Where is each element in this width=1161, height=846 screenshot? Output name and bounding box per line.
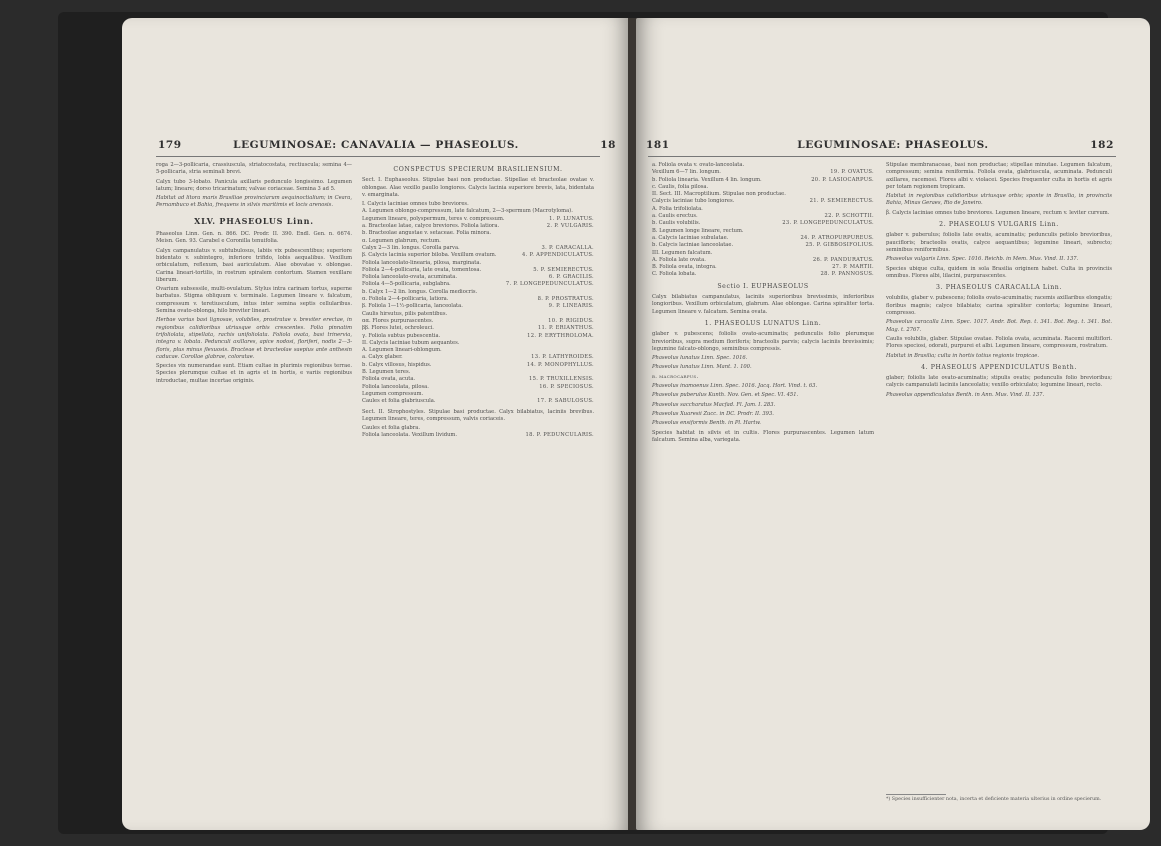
key-text: α. Foliola 2—4-pollicaria, latiora. — [362, 296, 449, 303]
species-reference: Phaseolus lunatus Linn. Mant. 1. 100. — [652, 364, 752, 371]
book-spread — [58, 12, 1114, 834]
header-rule — [156, 156, 600, 157]
species-description: glaber; foliolis late ovato-acuminatis; stipulis ovatis; pedunculis folio brevioribus; calycis campanulati laciniis lanceolatis; vexillo orbiculato; legumine lineari, recto. — [886, 375, 1112, 389]
page-number: 179 — [158, 139, 182, 151]
key-line — [362, 311, 594, 318]
key-text: Foliola 4—5-pollicaria, subglabra. — [362, 281, 451, 288]
key-species: 21. P. SEMIERECTUS. — [809, 198, 874, 205]
key-text: II. Calycis laciniae tubum aequantes. — [362, 339, 460, 346]
key-text: a. Caulis erectus. — [652, 213, 698, 220]
key-text: C. Foliola lobata. — [652, 271, 697, 278]
key-line — [362, 208, 594, 215]
key-species — [870, 206, 874, 213]
herbae-description: Herbae varius basi lignosae, volubiles, prostratae v. breviter erectae, in regionibus calidioribus utriusque orbis crescentes. Folia pinnatim trifoliolata, stipellata, rachis unifoliolata. Foliola ovata, basi trinervia, integra v. lobata. Pedunculi axillares, apice nodosi, floriferi, nodis 2—3-floris, plus minus flexuosis. Bracteae et bracteolae saepius ante anthesin caducae. Corollae glabrae, coloratae. — [156, 317, 352, 360]
section-description: Sect. I. Euphaseolus. Stipulae basi non productae. Stipellae et bracteolae ovatae v. oblongae. Alae vexillo paullo longiores. Calycis lacinia superiore brevis, lata, bidentata v. emarginata. — [362, 177, 594, 198]
species-reference: Phaseolus puberulus Kunth. Nov. Gen. et Spec. VI. 451. — [652, 392, 799, 399]
species-title: 1. PHASEOLUS LUNATUS Linn. — [704, 319, 822, 327]
key-line — [362, 296, 594, 303]
key-species: 23. P. LONGEPEDUNCULATUS. — [782, 220, 874, 227]
key-species: 8. P. PROSTRATUS. — [537, 296, 594, 303]
key-line — [362, 223, 594, 230]
key-species: 13. P. LATHYROIDES. — [531, 354, 594, 361]
key-line — [362, 354, 594, 361]
running-title: LEGUMINOSAE: PHASEOLUS. — [797, 139, 989, 151]
key-text: Caules et folia glabriuscula. — [362, 398, 436, 405]
key-text: A. Folia trifoliolata. — [652, 205, 703, 212]
key-line — [652, 162, 874, 169]
habitat-note: Habitat ad litora maris Brasiliae provinciarum aequinoctialium; in Ceara, Pernambuco et Bahia, frequens in silvis maritimis et locis arenosis. — [156, 195, 352, 209]
key-line — [362, 267, 594, 274]
key-line — [362, 384, 594, 391]
key-species: 24. P. ATROPURPUREUS. — [800, 234, 874, 241]
key-species: 17. P. SABULOSUS. — [537, 398, 594, 405]
conspectus-title: CONSPECTUS SPECIERUM BRASILIENSIUM. — [393, 166, 563, 173]
key-text: a. Calyx glaber. — [362, 354, 403, 361]
key-species — [590, 230, 594, 237]
left-page-header — [122, 139, 630, 155]
key-text: Calycis laciniae tubo longiores. — [652, 198, 735, 205]
key-text: ββ. Flores lutei, ochroleuci. — [362, 325, 434, 332]
key-species — [870, 250, 874, 257]
key-species: 3. P. CARACALLA. — [541, 244, 594, 251]
genus-description: Ovarium subsessile, multi-ovulatum. Stylus intra carinam tortus, superne barbatus. Stigma obliquum v. terminale. Legumen lineare v. falcatum, compressum v. teretiusculum, intus inter semina septis cellularibus. Semina ovato-oblonga, hilo breviter lineari. — [156, 286, 352, 315]
key-text: b. Foliola linearia. Vexillum 4 lin. longum. — [652, 176, 762, 183]
key-species — [870, 162, 874, 169]
species-reference: Phaseolus vulgaris Linn. Spec. 1016. Reichb. in Mem. Mus. Vind. II. 137. — [886, 256, 1079, 263]
key-species: 10. P. RIGIDUS. — [548, 317, 594, 324]
species-reference: Phaseolus lunatus Linn. Spec. 1016. — [652, 355, 748, 362]
key-line — [362, 425, 594, 432]
key-text: Vexillum 6—7 lin. longum. — [652, 169, 721, 176]
page-number: 182 — [1090, 139, 1114, 151]
habitat-note: Habitat in regionibus calidioribus utriusque orbis; sponte in Brasilia, in provinciis Bahia, Minas Geraes, Rio de Janeiro. — [886, 193, 1112, 207]
key-line — [652, 177, 874, 184]
key-line — [362, 303, 594, 310]
species-variety: β. macrocarpus. — [652, 373, 699, 380]
species-description: glaber v. pubescens; foliolis ovato-acuminatis; pedunculis folio plerumque brevioribus, supra medium floriferis; bracteolis parvis; calycis laciniis brevissimis; legumine falcato-oblongo, seminibus compressis. — [652, 331, 874, 352]
key-species: 26. P. PANDURATUS. — [812, 256, 874, 263]
right-page — [636, 18, 1150, 830]
key-line — [362, 325, 594, 332]
key-species: 15. P. TRUXILLENSIS. — [529, 376, 594, 383]
right-page-header — [636, 139, 1150, 155]
species-description: volubilis, glaber v. pubescens; foliolis ovato-acuminatis; racemis axillaribus elongatis; floribus magnis; calyce bilabiato; carina spiraliter contorta; legumine lineari, compresso. — [886, 295, 1112, 317]
paragraph: Calyx tubo 3-lobato. Panicula axillaris pedunculo longissimo. Legumen latum; lineare; dorso tricarinatum; valvae coriaceae. Semina 3 ad 5. — [156, 178, 352, 192]
key-species: 20. P. LASIOCARPUS. — [811, 176, 874, 183]
key-species — [590, 311, 594, 318]
key-species: 11. P. ERIANTHUS. — [537, 325, 594, 332]
key-line — [362, 289, 594, 296]
key-text: Legumen compressum. — [362, 390, 424, 397]
key-line — [652, 250, 874, 257]
key-species: 12. P. ERYTHROLOMA. — [527, 332, 594, 339]
paragraph: roga 2—3-pollicaria, crassiuscula, striatocostata, rectiuscula; semina 4—5-pollicaria, stria seminali brevi. — [156, 162, 352, 176]
key-text: A. Legumen lineari-oblongum. — [362, 347, 442, 354]
footnote-rule — [886, 794, 946, 795]
key-species: 9. P. LINEARIS. — [548, 303, 594, 310]
key-text: b. Calyx villosus, hispidus. — [362, 361, 432, 368]
key-species: 5. P. SEMIERECTUS. — [533, 266, 594, 273]
key-species: 28. P. PANNOSUS. — [820, 271, 874, 278]
species-reference: Phaseolus Xuaresii Zucc. in DC. Prodr. II. 393. — [652, 410, 774, 417]
key-species — [590, 340, 594, 347]
key-text: c. Caulis, folia pilosa. — [652, 183, 709, 190]
key-line — [652, 235, 874, 242]
habitat-note: Habitat in Brasilia; culta in hortis totius regionis tropicae. — [886, 352, 1040, 359]
key-line — [652, 184, 874, 191]
paragraph: Stipulae membranaceae, basi non productae; stipellae minutae. Legumen falcatum, compressum; semina reniformia. Foliola ovata, glabriuscula, acuminata. Pedunculi axillares, racemosi. Flores albi v. violacei. Species frequenter culta in hortis et agris per totam regionem tropicam. — [886, 162, 1112, 190]
key-species: 1. P. LUNATUS. — [549, 215, 594, 222]
key-species — [590, 347, 594, 354]
key-species — [590, 260, 594, 267]
key-line — [362, 201, 594, 208]
key-line — [652, 271, 874, 278]
key-species: 2. P. VULGARIS. — [546, 223, 594, 230]
key-text: αα. Flores purpurascentes. — [362, 317, 434, 324]
key-line — [652, 264, 874, 271]
key-text: b. Calyx 1—2 lin. longus. Corolla mediocris. — [362, 288, 478, 295]
species-key — [362, 201, 594, 405]
key-text: b. Calycis laciniae lanceolatae. — [652, 242, 734, 249]
key-species — [870, 191, 874, 198]
key-species: 25. P. GIBBOSIFOLIUS. — [805, 242, 874, 249]
species-reference: Phaseolus inamoenus Linn. Spec. 1016. Jacq. Hort. Vind. t. 63. — [652, 383, 818, 390]
corner-number: 181 — [646, 139, 670, 151]
key-note: β. Calycis laciniae omnes tubo breviores. Legumen lineare, rectum v. leviter curvum. — [886, 209, 1110, 216]
key-species — [590, 425, 594, 432]
key-species — [590, 289, 594, 296]
key-species — [590, 201, 594, 208]
section-title: Sectio I. EUPHASEOLUS — [717, 282, 809, 290]
key-text: Foliola lanceolata. Vexillum lividum. — [362, 432, 457, 439]
key-line — [362, 376, 594, 383]
key-line — [362, 347, 594, 354]
key-text: B. Foliola ovata, integra. — [652, 264, 717, 271]
key-species: 22. P. SCHOTTII. — [824, 213, 874, 220]
key-line — [362, 252, 594, 259]
key-text: α. Legumen glabrum, rectum. — [362, 237, 441, 244]
key-text: Foliola ovata, acuta. — [362, 376, 416, 383]
key-text: Caules et folia glabra. — [362, 425, 420, 432]
key-species: 16. P. SPECIOSUS. — [539, 383, 594, 390]
right-column-d — [886, 162, 1112, 401]
key-species: 14. P. MONOPHYLLUS. — [526, 361, 594, 368]
key-species: 27. P. MARTII. — [832, 264, 874, 271]
key-line — [362, 274, 594, 281]
key-text: b. Caulis volubilis. — [652, 220, 701, 227]
key-text: γ. Foliola subtus pubescentia. — [362, 332, 441, 339]
key-text: Foliola lanceolato-ovata, acuminata. — [362, 274, 457, 281]
key-species — [590, 238, 594, 245]
key-line — [652, 198, 874, 205]
species-note: Caulis volubilis, glaber. Stipulae ovatae. Foliola ovata, acuminata. Racemi multiflori. Flores speciosi, odorati, purpurei et albi. Legumen lineare, compressum, rostratum. — [886, 335, 1112, 350]
key-line — [652, 213, 874, 220]
key-line — [652, 228, 874, 235]
key-text: II. Sect. III. Macroptilium. Stipulae non productae. — [652, 191, 786, 198]
key-text: Foliola lanceolato-linearia, pilosa, marginata. — [362, 259, 482, 266]
genus-reference: Phaseolus Linn. Gen. n. 866. DC. Prodr. II. 390. Endl. Gen. n. 6674. Meisn. Gen. 93. Carabel e Coronilla tenuifolia. — [156, 231, 352, 245]
species-description: glaber v. puberulus; foliolis late ovatis, acuminatis; pedunculis petiolo brevioribus, paucifloris; bracteolis ovatis, calyce aequantibus; legumine lineari, subrecto; seminibus reniformibus. — [886, 232, 1112, 253]
key-text: Caulis hirsutus, pilis patentibus. — [362, 310, 448, 317]
key-line — [652, 220, 874, 227]
species-title: 4. PHASEOLUS APPENDICULATUS Benth. — [921, 363, 1077, 371]
key-line — [652, 257, 874, 264]
key-line — [362, 230, 594, 237]
left-column-b — [362, 162, 594, 440]
species-key-end — [362, 425, 594, 440]
species-reference: Phaseolus appendiculatus Benth. in Ann. Mus. Vind. II. 137. — [886, 391, 1045, 398]
key-species — [590, 369, 594, 376]
key-line — [362, 340, 594, 347]
left-page — [122, 18, 630, 830]
right-column-c — [652, 162, 874, 446]
key-line — [362, 369, 594, 376]
key-line — [362, 245, 594, 252]
key-text: A. Legumen oblongo-compressum, late falcatum, 2—3-spermum (Macrotyloma). — [362, 208, 573, 215]
key-line — [362, 391, 594, 398]
key-line — [362, 432, 594, 439]
section-description: Sect. II. Strophostyles. Stipulae basi productae. Calyx bilabiatus, laciniis brevibus. Legumen lineare, teres, compressum, valvis coriaceis. — [362, 408, 594, 422]
key-species: 4. P. APPENDICULATUS. — [522, 252, 594, 259]
species-title: 3. PHASEOLUS CARACALLA Linn. — [936, 284, 1062, 292]
left-column-a — [156, 162, 352, 387]
key-species: 7. P. LONGEPEDUNCULATUS. — [505, 281, 594, 288]
key-text: β. Foliola 1—1½-pollicaria, lanceolata. — [362, 303, 463, 310]
genus-title: XLV. PHASEOLUS Linn. — [194, 215, 314, 226]
genus-description: Calyx campanulatus v. subtubulosus, labiis vix pubescentibus; superiore bidentato v. subintegro, inferiore trifido, lobis aequalibus. Vexillum orbiculatum, reflexum, basi auriculatum. Alae obovatae v. oblongae. Carina lineari-tortilis, in rostrum spiralem contortum. Stamen vexillare liberum. — [156, 247, 352, 283]
key-text: a. Foliola ovata v. ovato-lanceolata. — [652, 162, 745, 168]
key-text: Foliola lanceolata, pilosa. — [362, 383, 429, 390]
footnote: *) Species insufficienter nota, incerta et deficiente materia ulterius in ordine specierum. — [886, 797, 1102, 802]
key-line — [362, 281, 594, 288]
key-text: B. Legumen teres. — [362, 369, 411, 376]
key-line — [362, 260, 594, 267]
key-line — [652, 242, 874, 249]
key-text: A. Foliola late ovata. — [652, 256, 706, 263]
species-note: Species vix numerandae sunt. Etiam cultae in plurimis regionibus terrae. Species plerumque cultae et in agris et in hortis, e variis regionibus introductae, multae incertae originis. — [156, 363, 352, 384]
key-line — [362, 362, 594, 369]
species-key — [652, 162, 874, 279]
key-text: Foliola 2—4-pollicaria, late ovata, tomentosa. — [362, 266, 482, 273]
key-text: III. Legumen falcatum. — [652, 249, 713, 256]
key-text: I. Calycis laciniae omnes tubo breviores. — [362, 201, 469, 208]
key-line — [652, 206, 874, 213]
key-text: B. Legumen longe lineare, rectum. — [652, 227, 744, 234]
species-reference: Phaseolus saccharatus Macfad. Fl. Jam. I. 283. — [652, 401, 776, 408]
species-note: Species ubique culta, quidem in sola Brasilia originem habet. Culta in provinciis omnibus. Flores albi, lilacini, purpurascentes. — [886, 265, 1112, 279]
key-text: Legumen lineare, polyspermum, teres v. compressum. — [362, 215, 505, 222]
corner-number: 18 — [600, 139, 616, 151]
key-line — [652, 169, 874, 176]
key-line — [362, 238, 594, 245]
key-species — [590, 208, 594, 215]
key-species — [590, 391, 594, 398]
header-rule — [648, 156, 1116, 157]
species-reference: Phaseolus ensiformis Benth. in Pl. Hartw. — [652, 420, 761, 427]
species-title: 2. PHASEOLUS VULGARIS Linn. — [939, 221, 1059, 229]
key-species: 6. P. GRACILIS. — [548, 274, 594, 281]
key-text: a. Calycis laciniae subulatae. — [652, 234, 729, 241]
species-note: Species habitat in silvis et in cultis. Flores purpurascentes. Legumen latum falcatum. Semina alba, variegata. — [652, 429, 874, 443]
key-species — [870, 184, 874, 191]
species-reference: Phaseolus caracalla Linn. Spec. 1017. Andr. Bot. Rep. t. 341. Bot. Reg. t. 341. Bot. Mag. t. 2767. — [886, 319, 1112, 333]
key-line — [362, 398, 594, 405]
key-line — [362, 216, 594, 223]
section-description: Calyx bilabiatus campanulatus, laciniis superioribus brevissimis, inferioribus longioribus. Vexillum orbiculatum, glabrum. Alae oblongae. Carina spiraliter torta. Legumen lineare v. falcatum. Semina ovata. — [652, 294, 874, 315]
key-line — [362, 333, 594, 340]
key-text: a. Bracteolae latae, calyce breviores. Foliola latiora. — [362, 223, 500, 230]
key-text: Calyx 2—3 lin. longus. Corolla parva. — [362, 244, 460, 251]
key-species: 18. P. PEDUNCULARIS. — [525, 432, 594, 439]
key-species: 19. P. OVATUS. — [830, 169, 874, 176]
key-line — [652, 191, 874, 198]
key-line — [362, 318, 594, 325]
running-title: LEGUMINOSAE: CANAVALIA — PHASEOLUS. — [233, 139, 519, 151]
key-text: b. Bracteolae angustae v. setaceae. Folia minora. — [362, 230, 492, 237]
key-text: β. Calycis lacinia superior biloba. Vexillum ovatum. — [362, 252, 497, 259]
key-species — [870, 228, 874, 235]
